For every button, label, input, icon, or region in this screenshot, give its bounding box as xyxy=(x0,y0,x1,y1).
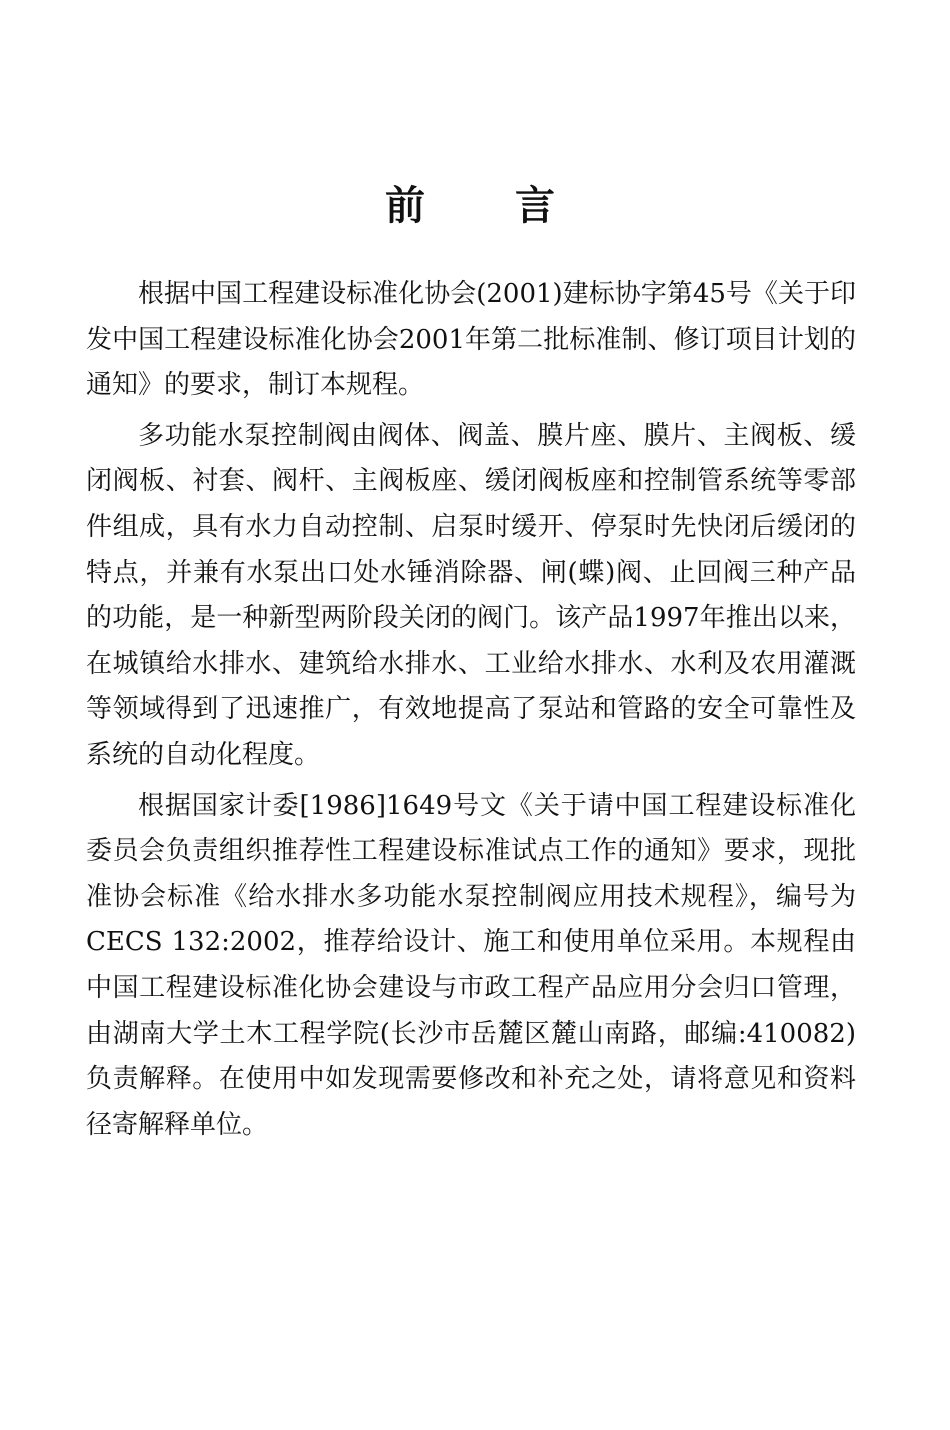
paragraph: 根据中国工程建设标准化协会(2001)建标协字第45号《关于印发中国工程建设标准化协会2001年第二批标准制、修订项目计划的通知》的要求，制订本规程。 xyxy=(86,279,856,401)
preface-body xyxy=(86,272,856,1153)
paragraph: 多功能水泵控制阀由阀体、阀盖、膜片座、膜片、主阀板、缓闭阀板、衬套、阀杆、主阀板座、缓闭阀板座和控制管系统等零部件组成，具有水力自动控制、启泵时缓开、停泵时先快闭后缓闭的特点，并兼有水泵出口处水锤消除器、闸(蝶)阀、止回阀三种产品的功能，是一种新型两阶段关闭的阀门。该产品1997年推出以来，在城镇给水排水、建筑给水排水、工业给水排水、水利及农用灌溉等领域得到了迅速推广，有效地提高了泵站和管路的安全可靠性及系统的自动化程度。 xyxy=(86,420,856,770)
title-char: 前 xyxy=(385,183,425,229)
page-title xyxy=(385,178,555,234)
title-char: 言 xyxy=(515,183,555,229)
paragraph: 根据国家计委[1986]1649号文《关于请中国工程建设标准化委员会负责组织推荐性工程建设标准试点工作的通知》要求，现批准协会标准《给水排水多功能水泵控制阀应用技术规程》，编号为CECS 132:2002，推荐给设计、施工和使用单位采用。本规程由中国工程建设标准化协会建设与市政工程产品应用分会归口管理，由湖南大学土木工程学院(长沙市岳麓区麓山南路，邮编:410082)负责解释。在使用中如发现需要修改和补充之处，请将意见和资料径寄解释单位。 xyxy=(86,790,856,1140)
